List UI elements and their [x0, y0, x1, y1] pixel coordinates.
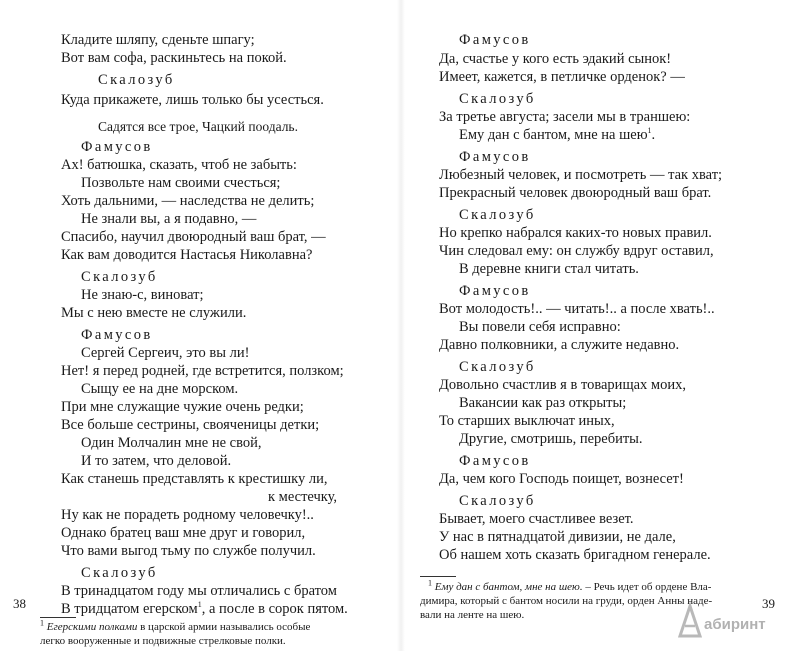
verse-line: В тринадцатом году мы отличались с братом: [61, 583, 337, 599]
verse-line: Как станешь представлять к крестишку ли,: [61, 471, 328, 487]
verse-line: Куда прикажете, лишь только бы усесться.: [61, 92, 324, 108]
footnote-rule: [420, 576, 456, 577]
speaker-name: Фамусов: [459, 32, 531, 48]
verse-line: Все больше сестрины, свояченицы детки;: [61, 417, 320, 433]
verse-line: Однако братец ваш мне друг и говорил,: [61, 525, 306, 541]
speaker-name: Скалозуб: [459, 207, 536, 223]
speaker-name: Скалозуб: [459, 91, 536, 107]
verse-line: Сергей Сергеич, это вы ли!: [81, 345, 250, 361]
verse-line: Мы с нею вместе не служили.: [61, 305, 247, 321]
footnote-line: легко вооруженные и подвижные стрелковые полки.: [40, 635, 286, 647]
speaker-name: Скалозуб: [81, 269, 158, 285]
verse-line: Что вами выгод тьму по службе получил.: [61, 543, 316, 559]
verse-line: Ему дан с бантом, мне на шею$^1$.: [459, 126, 656, 143]
footnote-marker: 1: [197, 600, 202, 610]
verse-line: Позвольте нам своими счесться;: [81, 175, 281, 191]
footnote-line: $^1$ Егерскими полками в царской армии назывались особые: [40, 618, 311, 633]
verse-line: За третье августа; засели мы в траншею:: [439, 109, 691, 125]
verse-line: Но крепко набрался каких-то новых правил.: [439, 225, 712, 241]
verse-line: При мне служащие чужие очень редки;: [61, 399, 304, 415]
labirint-watermark: [678, 602, 788, 642]
verse-line: Ну как не порадеть родному человечку!..: [61, 507, 314, 523]
verse-line: Да, счастье у кого есть эдакий сынок!: [439, 51, 672, 67]
verse-line: Чин следовал ему: он службу вдруг оставил,: [439, 243, 714, 259]
verse-line: У нас в пятнадцатой дивизии, не дале,: [439, 529, 676, 545]
speaker-name: Скалозуб: [459, 493, 536, 509]
verse-line: И то затем, что деловой.: [81, 453, 232, 469]
verse-line: Ах! батюшка, сказать, чтоб не забыть:: [61, 157, 297, 173]
verse-line: Довольно счастлив я в товарищах моих,: [439, 377, 686, 393]
verse-line: Давно полковники, а служите недавно.: [439, 337, 680, 353]
verse-line: Не знаю-с, виноват;: [81, 287, 204, 303]
verse-line: Спасибо, научил двоюродный ваш брат, —: [61, 229, 326, 245]
labirint-logo-icon: [678, 602, 704, 638]
verse-line: Один Молчалин мне не свой,: [81, 435, 262, 451]
speaker-name: Фамусов: [81, 327, 153, 343]
verse-line: Как вам доводится Настасья Николавна?: [61, 247, 313, 263]
footnote-line: димира, который с бантом носили на груди, орден Анны наде-: [420, 595, 713, 607]
speaker-name: Скалозуб: [459, 359, 536, 375]
verse-line: В деревне книги стал читать.: [459, 261, 639, 277]
verse-line: В тридцатом егерском$^1$, а после в сорок пятом.: [61, 600, 348, 617]
speaker-name: Фамусов: [459, 149, 531, 165]
verse-line: Имеет, кажется, в петличке орденок? —: [439, 69, 685, 85]
speaker-name: Фамусов: [81, 139, 153, 155]
page-number: 39: [762, 596, 775, 611]
footnote-line: $^1$ Ему дан с бантом, мне на шею. – Речь идет об ордене Вла-: [428, 578, 712, 593]
speaker-name: Фамусов: [459, 453, 531, 469]
verse-line: Другие, смотришь, перебиты.: [459, 431, 643, 447]
verse-line: Не знали вы, а я подавно, —: [81, 211, 257, 227]
verse-line: Любезный человек, и посмотреть — так хват;: [439, 167, 723, 183]
verse-line: То старших выключат иных,: [439, 413, 615, 429]
verse-line: Бывает, моего счастливее везет.: [439, 511, 634, 527]
verse-line: Вы повели себя исправно:: [459, 319, 621, 335]
verse-line: Вакансии как раз открыты;: [459, 395, 627, 411]
footnote-line: вали на ленте на шею.: [420, 609, 525, 621]
verse-line: Вот вам софа, раскиньтесь на покой.: [61, 50, 287, 66]
speaker-name: Скалозуб: [81, 565, 158, 581]
verse-line: Кладите шляпу, сденьте шпагу;: [61, 32, 255, 48]
stage-direction: Садятся все трое, Чацкий поодаль.: [98, 119, 298, 134]
watermark-text: абиринт: [704, 616, 766, 633]
right-page: [400, 0, 800, 651]
verse-line: Сыщу ее на дне морском.: [81, 381, 239, 397]
verse-line: Прекрасный человек двоюродный ваш брат.: [439, 185, 712, 201]
verse-line-continuation: к местечку,: [268, 489, 338, 505]
page-number: 38: [13, 596, 26, 611]
footnote-marker: 1: [647, 126, 652, 136]
speaker-name: Скалозуб: [98, 72, 175, 88]
verse-line: Хоть дальними, — наследства не делить;: [61, 193, 315, 209]
speaker-name: Фамусов: [459, 283, 531, 299]
footnote-rule: [40, 617, 76, 618]
verse-line: Вот молодость!.. — читать!.. а после хвать!..: [439, 301, 715, 317]
verse-line: Да, чем кого Господь поищет, вознесет!: [439, 471, 684, 487]
verse-line: Нет! я перед родней, где встретится, ползком;: [61, 363, 344, 379]
verse-line: Об нашем хоть сказать бригадном генерале.: [439, 547, 711, 563]
